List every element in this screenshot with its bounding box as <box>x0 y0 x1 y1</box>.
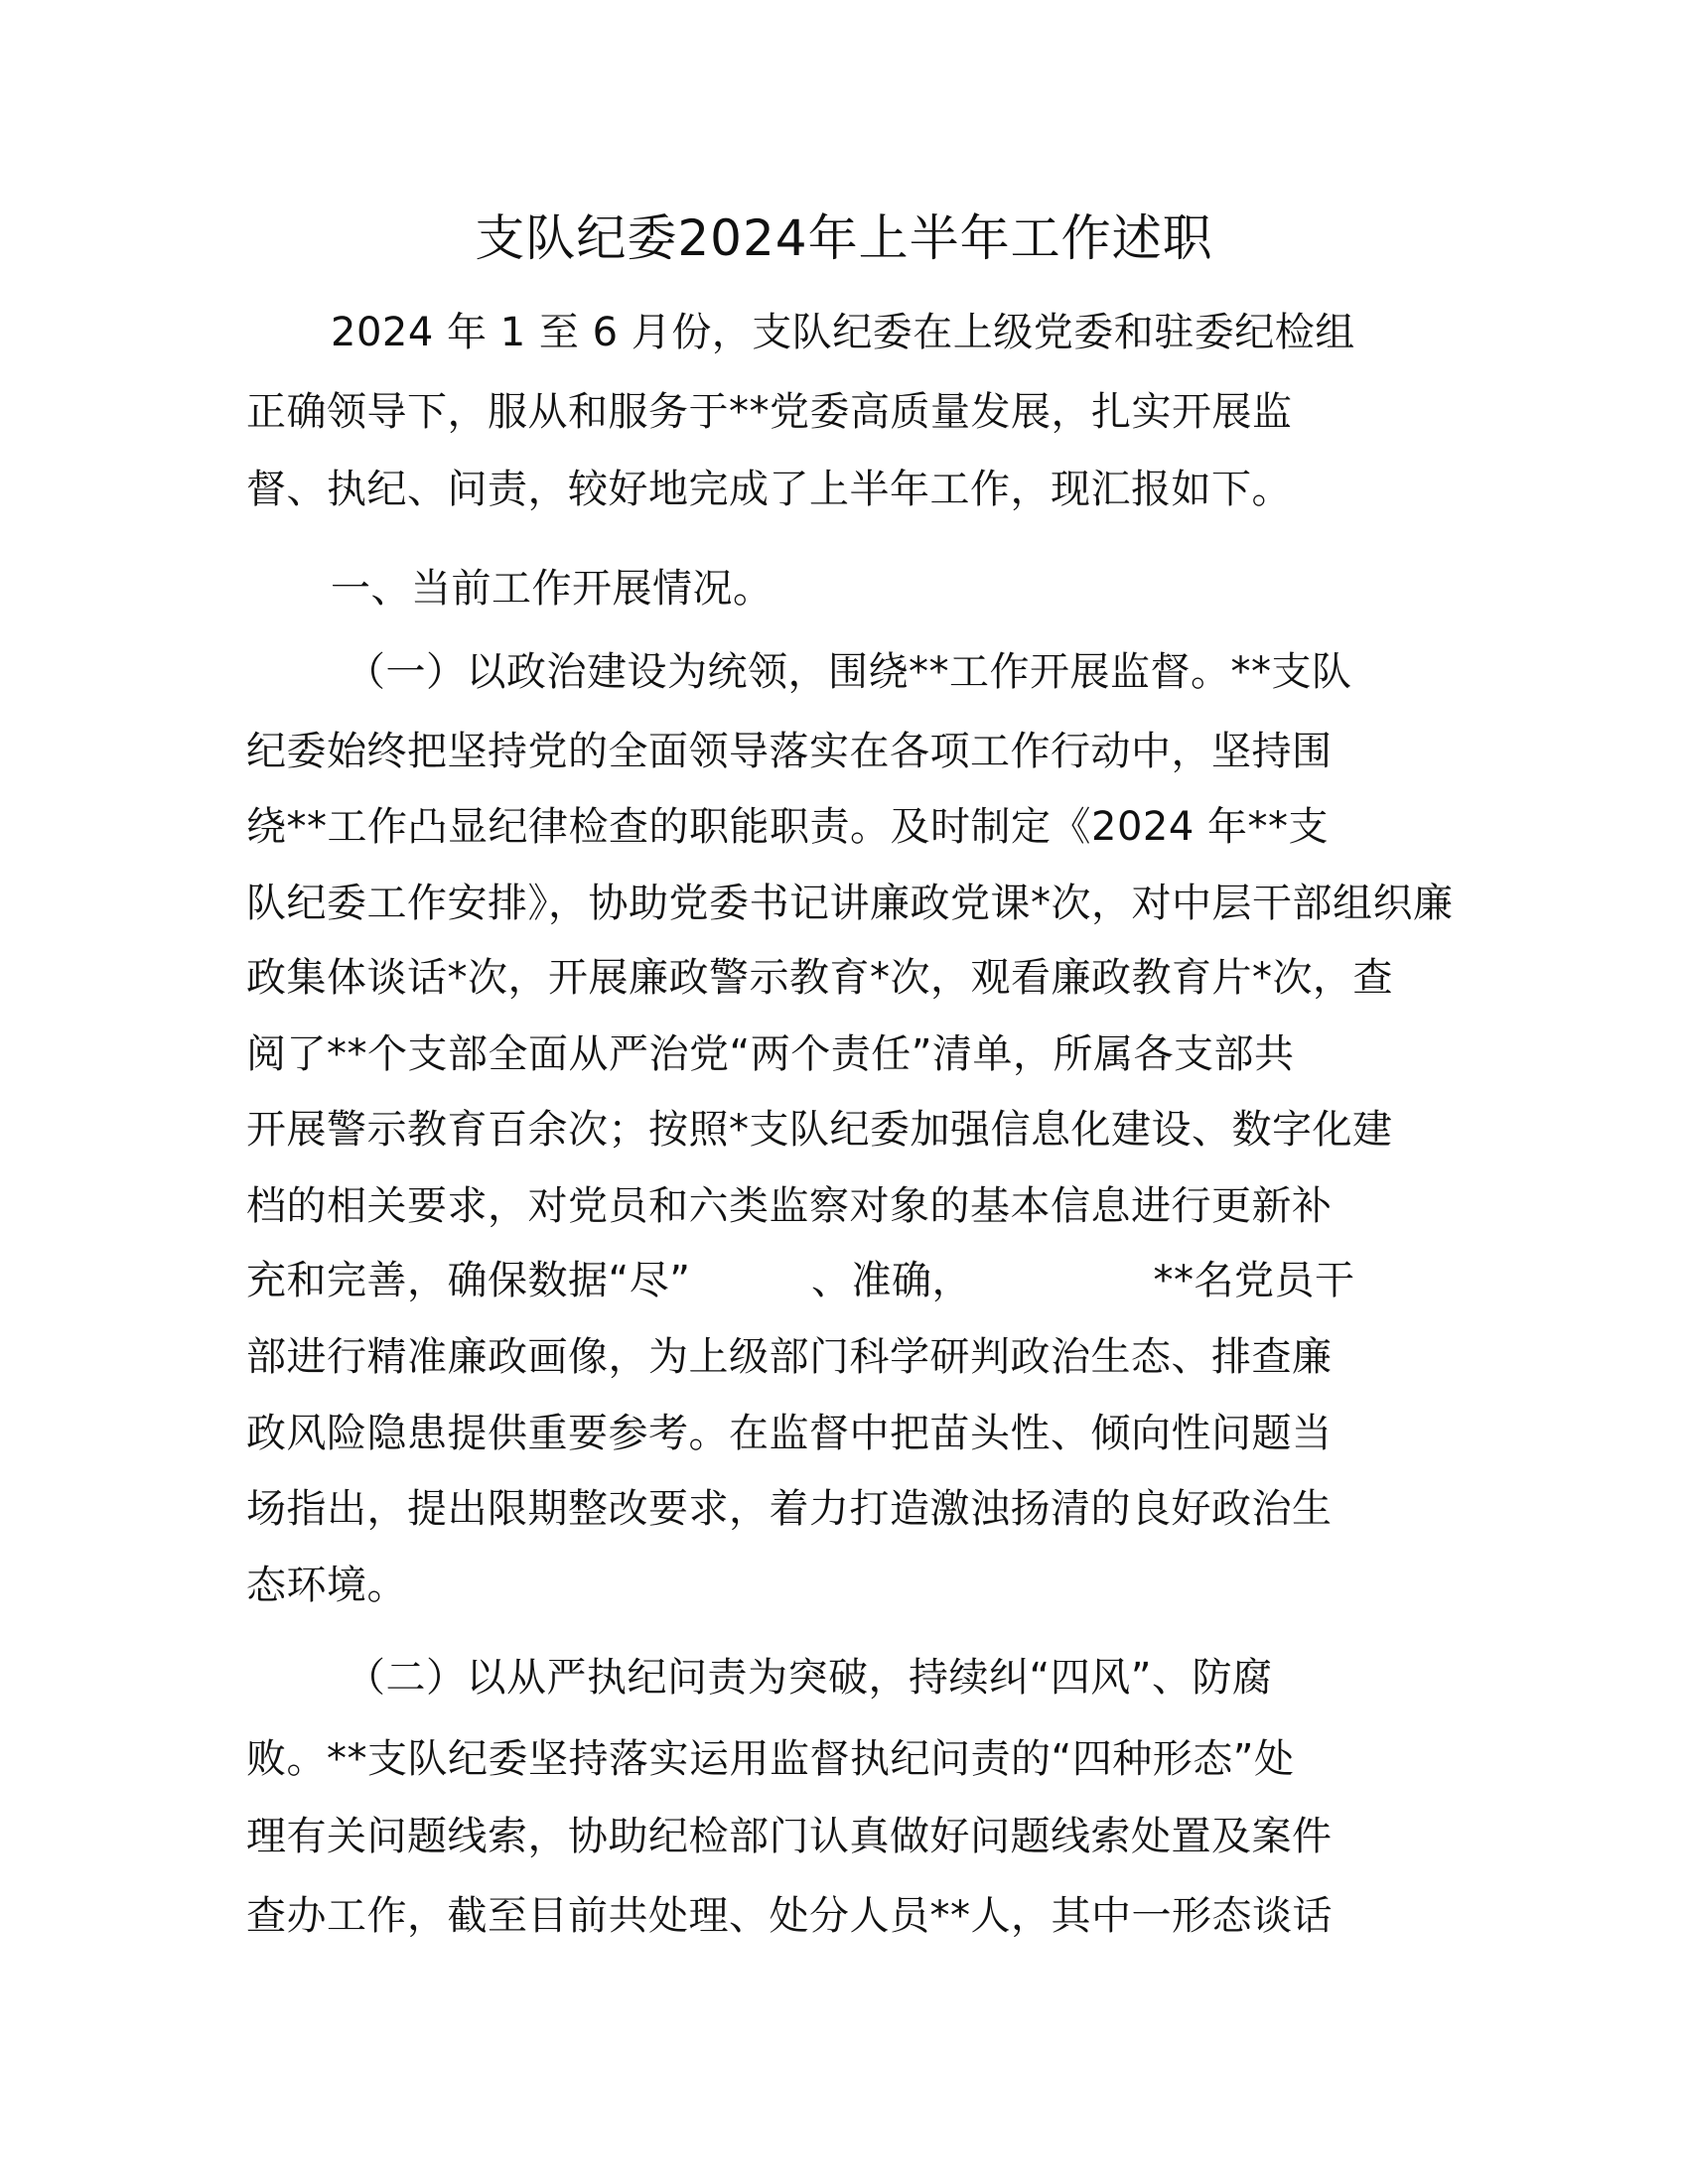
paragraph-line: 态环境。 <box>246 1563 407 1608</box>
paragraph-line: 理有关问题线索，协助纪检部门认真做好问题线索处置及案件 <box>246 1814 1333 1859</box>
paragraph-line: 督、执纪、问责，较好地完成了上半年工作，现汇报如下。 <box>246 467 1292 512</box>
paragraph-line: 场指出，提出限期整改要求，着力打造激浊扬清的良好政治生 <box>246 1486 1333 1532</box>
paragraph-line: 档的相关要求，对党员和六类监察对象的基本信息进行更新补 <box>246 1183 1333 1229</box>
paragraph-line: 开展警示教育百余次；按照*支队纪委加强信息化建设、数字化建 <box>246 1107 1393 1153</box>
paragraph-line: 2024 年 1 至 6 月份，支队纪委在上级党委和驻委纪检组 <box>331 310 1355 355</box>
paragraph-line: 绕**工作凸显纪律检查的职能职责。及时制定《2024 年**支 <box>246 804 1330 850</box>
section-heading: 一、当前工作开展情况。 <box>331 566 774 612</box>
paragraph-line: 政集体谈话*次，开展廉政警示教育*次，观看廉政教育片*次，查 <box>246 955 1393 1001</box>
paragraph-line: 部进行精准廉政画像，为上级部门科学研判政治生态、排查廉 <box>246 1334 1333 1380</box>
paragraph-line: 纪委始终把坚持党的全面领导落实在各项工作行动中，坚持围 <box>246 729 1333 774</box>
paragraph-line: 队纪委工作安排》，协助党委书记讲廉政党课*次，对中层干部组织廉 <box>246 881 1454 926</box>
subsection-heading-line: （二）以从严执纪问责为突破，持续纠“四风”、防腐 <box>346 1655 1273 1701</box>
paragraph-line: 败。**支队纪委坚持落实运用监督执纪问责的“四种形态”处 <box>246 1736 1295 1782</box>
paragraph-line: 阅了**个支部全面从严治党“两个责任”清单，所属各支部共 <box>246 1031 1295 1077</box>
document-title: 支队纪委2024年上半年工作述职 <box>475 209 1213 267</box>
paragraph-line: 查办工作，截至目前共处理、处分人员**人，其中一形态谈话 <box>246 1893 1333 1939</box>
paragraph-line: 政风险隐患提供重要参考。在监督中把苗头性、倾向性问题当 <box>246 1411 1333 1456</box>
subsection-heading-line: （一）以政治建设为统领，围绕**工作开展监督。**支队 <box>346 649 1352 695</box>
paragraph-line: 正确领导下，服从和服务于**党委高质量发展，扎实开展监 <box>246 389 1293 435</box>
paragraph-line: 充和完善，确保数据“尽” 、准确， **名党员干 <box>246 1258 1355 1303</box>
